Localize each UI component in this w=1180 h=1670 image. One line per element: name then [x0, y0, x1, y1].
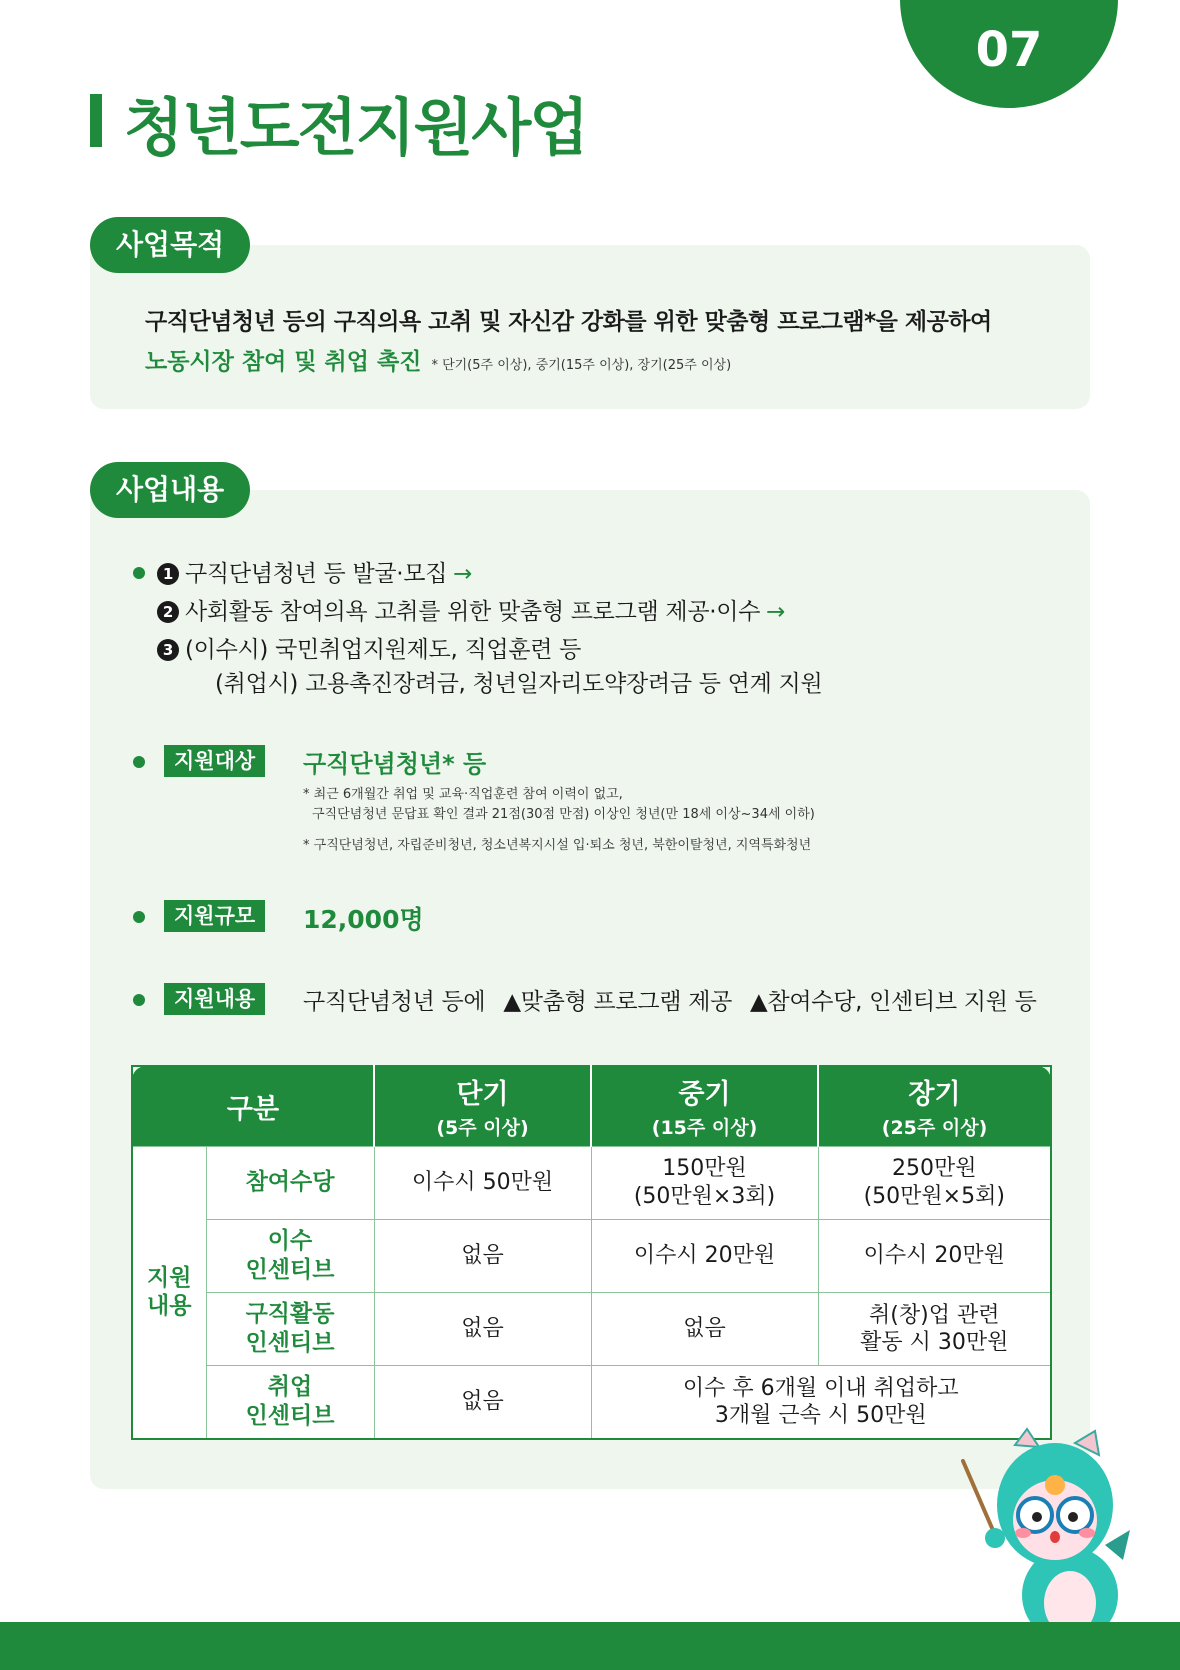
- purpose-footnote: * 단기(5주 이상), 중기(15주 이상), 장기(25주 이상): [431, 358, 732, 373]
- table-cell: 없음: [374, 1219, 591, 1292]
- group-label: 지원 내용: [132, 1146, 206, 1439]
- support-table: [131, 1065, 1052, 1440]
- header-short-term: 단기 (5주 이상): [374, 1066, 591, 1146]
- row-label: 구직활동 인센티브: [206, 1293, 374, 1366]
- bullet-dot: [133, 911, 145, 923]
- arrow-right-icon: →: [453, 561, 473, 587]
- purpose-highlight: 노동시장 참여 및 취업 촉진: [145, 349, 422, 375]
- table-row: [132, 1146, 1051, 1219]
- support-item-2: ▲참여수당, 인센티브 지원 등: [750, 989, 1037, 1015]
- mascot-illustration: [955, 1425, 1155, 1650]
- step-text: 사회활동 참여의욕 고취를 위한 맞춤형 프로그램 제공·이수: [185, 599, 761, 625]
- title-accent-bar: [90, 94, 102, 147]
- process-step-3-line2: (취업시) 고용촉진장려금, 청년일자리도약장려금 등 연계 지원: [215, 671, 823, 697]
- table-cell-merged: 이수 후 6개월 이내 취업하고 3개월 근속 시 50만원: [591, 1366, 1051, 1439]
- target-note-1: * 최근 6개월간 취업 및 교육·직업훈련 참여 이력이 없고,: [303, 787, 623, 802]
- purpose-text-line2: [145, 343, 731, 376]
- table-cell: 150만원 (50만원×3회): [591, 1146, 818, 1219]
- step-text: (이수시) 국민취업지원제도, 직업훈련 등: [185, 637, 582, 663]
- purpose-section-label: 사업목적: [90, 217, 250, 273]
- bullet-dot: [133, 567, 145, 579]
- header-mid-term: 중기 (15주 이상): [591, 1066, 818, 1146]
- scale-value: 12,000명: [303, 905, 424, 934]
- table-header-row: [132, 1066, 1051, 1146]
- bullet-dot: [133, 756, 145, 768]
- table-row: [132, 1366, 1051, 1439]
- support-item-1: ▲맞춤형 프로그램 제공: [503, 989, 733, 1015]
- target-note-3: * 구직단념청년, 자립준비청년, 청소년복지시설 입·퇴소 청년, 북한이탈청년, 지역특화청년: [303, 838, 812, 853]
- scale-tag: 지원규모: [164, 900, 265, 932]
- content-section-label: 사업내용: [90, 462, 250, 518]
- process-step-1: [157, 555, 472, 588]
- purpose-text-line1: 구직단념청년 등의 구직의욕 고취 및 자신감 강화를 위한 맞춤형 프로그램*을 제공하여: [145, 309, 992, 335]
- step-number-icon: 1: [157, 563, 179, 585]
- support-description: [303, 983, 1055, 1016]
- table-cell: 없음: [374, 1293, 591, 1366]
- table-cell: 취(창)업 관련 활동 시 30만원: [818, 1293, 1051, 1366]
- header-long-term: 장기 (25주 이상): [818, 1066, 1051, 1146]
- page-title: 청년도전지원사업: [124, 91, 588, 164]
- step-number-icon: 3: [157, 639, 179, 661]
- page-number: 07: [975, 22, 1043, 78]
- support-tag: 지원내용: [164, 983, 265, 1015]
- table-cell: 이수시 20만원: [591, 1219, 818, 1292]
- target-tag: 지원대상: [164, 745, 265, 777]
- bullet-dot: [133, 994, 145, 1006]
- table-cell: 이수시 20만원: [818, 1219, 1051, 1292]
- target-value: 구직단념청년* 등: [303, 750, 487, 778]
- row-label: 참여수당: [206, 1146, 374, 1219]
- support-prefix: 구직단념청년 등에: [303, 989, 486, 1015]
- table-cell: 없음: [374, 1366, 591, 1439]
- table-row: [132, 1219, 1051, 1292]
- process-step-2: [157, 593, 785, 626]
- header-category: 구분: [132, 1066, 374, 1146]
- target-note-2: 구직단념청년 문답표 확인 결과 21점(30점 만점) 이상인 청년(만 18세 이상~34세 이하): [312, 807, 815, 822]
- footer-bar: [0, 1622, 1180, 1670]
- table-cell: 250만원 (50만원×5회): [818, 1146, 1051, 1219]
- table-cell: 없음: [591, 1293, 818, 1366]
- step-number-icon: 2: [157, 601, 179, 623]
- table-row: [132, 1293, 1051, 1366]
- table-cell: 이수시 50만원: [374, 1146, 591, 1219]
- row-label: 취업 인센티브: [206, 1366, 374, 1439]
- arrow-right-icon: →: [766, 599, 786, 625]
- process-step-3: [157, 631, 581, 664]
- step-text: 구직단념청년 등 발굴·모집: [185, 561, 448, 587]
- row-label: 이수 인센티브: [206, 1219, 374, 1292]
